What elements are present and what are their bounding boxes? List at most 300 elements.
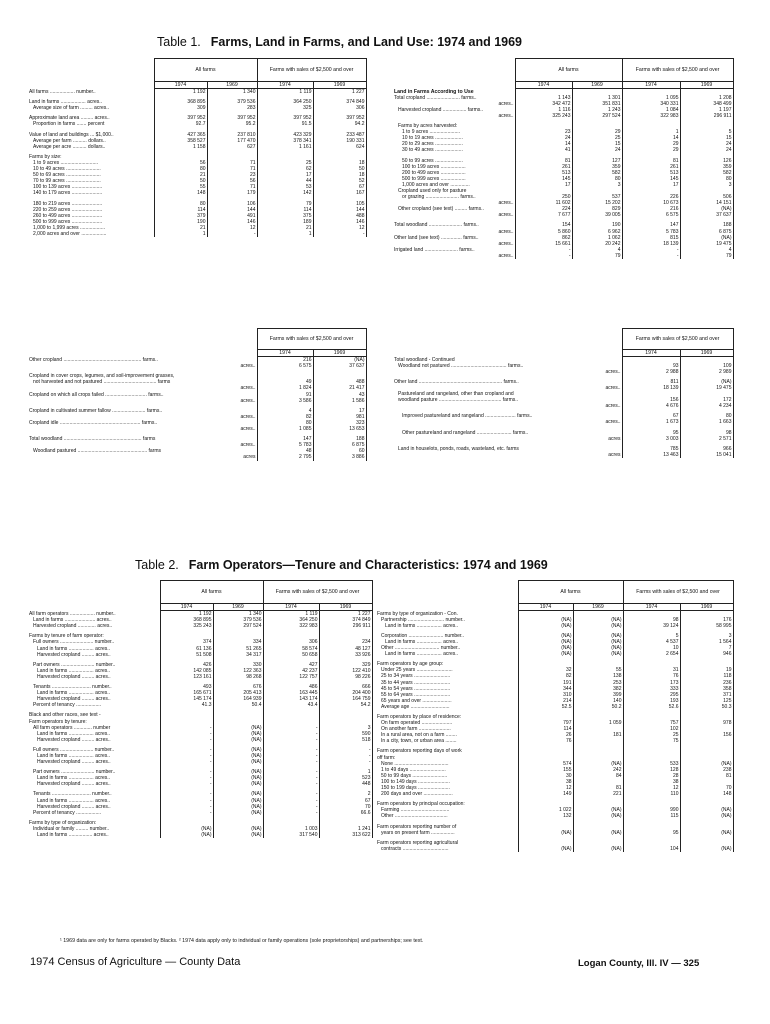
table2-heading: Farm Operators—Tenure and Characteristics: 1974 and 1969 [188,558,548,572]
cell-value: 15 041 [680,452,733,458]
cell-value: 1 340 [207,89,257,96]
cell-value: 1 663 [680,419,733,425]
cell-value: (NA) [680,761,733,767]
cell-value: 14 151 [680,200,733,206]
cell-value: 518 [319,737,372,743]
row-label: acres [608,451,621,458]
cell-value: 128 [623,767,680,773]
cell-value: 6 875 [680,229,733,235]
row-label: Under 25 years .......................... [381,667,453,674]
table1-upper-right [393,58,734,259]
cell-value: 368 895 [154,99,207,105]
cell-value: 13 653 [313,426,366,432]
cell-value: (NA) [573,651,623,657]
cell-value: 123 161 [160,674,213,680]
col-year-1974: 1974 [518,604,573,611]
cell-value: 533 [623,761,680,767]
cell-value: - [207,231,257,237]
cell-value: 236 [680,680,733,686]
cell-value: 4 537 [623,639,680,645]
cell-value: - [319,759,372,765]
cell-value: (NA) [680,379,733,385]
cell-value: 358 [680,686,733,692]
cell-value: (NA) [518,623,573,629]
cell-value: - [160,737,213,743]
col-year-1974: 1974 [257,350,313,357]
cell-value: - [263,731,319,737]
cell-value: 23 [515,129,572,135]
table-row [28,89,366,96]
cell-value: 310 [518,692,573,698]
row-label: Land in farms .................. acres.. [37,690,111,697]
cell-value: 98 268 [213,674,263,680]
cell-value: 21 417 [313,385,366,391]
table-row [28,357,366,364]
cell-value: 12 [207,225,257,231]
cell-value: 58 574 [263,646,319,652]
cell-value: 486 [263,684,319,690]
cell-value: 493 [160,684,213,690]
cell-value: 67 [313,184,366,190]
cell-value: 138 [573,673,623,679]
cell-value: (NA) [518,639,573,645]
cell-value: 382 [573,686,623,692]
cell-value: 41 [515,147,572,153]
row-label: Other ...................................... [381,813,448,820]
cell-value: 1 095 [622,95,680,101]
row-label: 140 to 179 acres ...................... [33,190,103,197]
cell-value: 50.2 [573,704,623,710]
cell-value: 1 085 [257,426,313,432]
table2-label: Table 2. [135,558,179,572]
cell-value: - [263,798,319,804]
cell-value: 325 243 [160,623,213,629]
cell-value: (NA) [213,810,263,816]
table-row [28,832,372,838]
row-label: Pastureland and rangeland, other than cropland and [398,391,514,398]
cell-value: 19 475 [680,241,733,247]
cell-value: (NA) [213,753,263,759]
cell-value: 10 [623,645,680,651]
cell-value: 55 [573,667,623,673]
cell-value: 5 [680,129,733,135]
cell-value: - [160,791,213,797]
cell-value: (NA) [680,235,733,241]
row-label: Farm operators reporting number of [377,823,457,830]
cell-value: (NA) [573,830,623,836]
cell-value: 164 939 [213,696,263,702]
row-label: not harvested and not pastured ...................................... farms [33,379,171,386]
cell-value: 3 [680,633,733,639]
cell-value: (NA) [518,617,573,623]
cell-value: 105 [313,201,366,207]
table-row [376,846,733,852]
row-label: acres.. [605,384,621,391]
cell-value: 4 676 [622,403,680,409]
cell-value: 1 241 [319,826,372,832]
cell-value: 125 [680,698,733,704]
cell-value: 242 [573,767,623,773]
cell-value: 364 250 [257,99,313,105]
cell-value: 82 [518,673,573,679]
cell-value: 82 [257,414,313,420]
cell-value: 426 [160,662,213,668]
cell-value: 37 637 [313,363,366,369]
cell-value: 1 [154,231,207,237]
cell-value: 49 [257,379,313,385]
row-label: In a city, town, or urban area ........ [381,738,457,745]
cell-value: 54.2 [319,702,372,708]
row-label: Land in farms .................. acres.. [37,775,111,782]
cell-value: 1 059 [573,720,623,726]
cell-value: 95 [623,830,680,836]
cell-value: 177 470 [207,138,257,144]
cell-value: 15 [572,141,622,147]
cell-value: 145 [622,176,680,182]
cell-value: 66.6 [319,810,372,816]
cell-value: 146 [207,219,257,225]
cell-value: 140 [573,698,623,704]
cell-value: 1 084 [622,107,680,113]
cell-value: 423 329 [257,132,313,138]
cell-value: 91.5 [257,121,313,127]
cell-value: 95.2 [207,121,257,127]
cell-value: - [319,753,372,759]
row-label: Total cropland ........................ farms.. [394,94,477,101]
cell-value: 306 [313,105,366,111]
cell-value: - [263,775,319,781]
row-label: Cropland used only for pasture [398,188,467,194]
row-label: 50 to 99 acres .................... [402,157,463,164]
row-label: Percent of tenancy .................. [33,809,102,816]
col-year-1969: 1969 [319,604,372,611]
cell-value: 193 [623,698,680,704]
cell-value: 990 [623,807,680,813]
cell-value: 56 [207,178,257,184]
cell-value: 397 952 [154,115,207,121]
cell-value: 29 [572,129,622,135]
cell-value: 6 575 [622,212,680,218]
cell-value: 148 [154,190,207,196]
col-year-1969: 1969 [572,82,622,89]
row-label: acres.. [498,252,514,259]
cell-value: 1 192 [160,611,213,618]
cell-value: 18 [313,160,366,166]
row-label: 10 to 49 acres ......................... [33,166,101,173]
cell-value: 829 [572,206,622,212]
table-row [28,454,366,460]
cell-value: 154 [515,222,572,228]
cell-value: 79 [257,201,313,207]
cell-value: 374 [160,639,213,645]
col-year-1974: 1974 [623,604,680,611]
row-label: Farms by size: [29,153,62,160]
row-label: Harvested cropland ......... acres.. [37,696,111,703]
cell-value: 38 [518,779,573,785]
row-label: 200 to 499 acres .................. [402,169,466,176]
cell-value: 1 [622,129,680,135]
row-label: Harvested cropland ................. farms.. [398,106,484,113]
cell-value: 91 [257,392,313,398]
row-label: Corporation ......................... number.. [381,632,465,639]
cell-value: 3 [319,725,372,731]
cell-value: 11 602 [515,200,572,206]
cell-value: 71 [207,184,257,190]
cell-value: 226 [622,194,680,200]
col-year-1969: 1969 [680,350,733,357]
cell-value: 297 524 [213,623,263,629]
row-label: Harvested cropland ............. acres.. [33,623,113,630]
cell-value: 253 [573,680,623,686]
cell-value: 32 [518,667,573,673]
row-label: 260 to 499 acres ...................... [33,212,103,219]
row-label: acres.. [498,112,514,119]
row-label: 50 to 99 days ......................... [381,772,448,779]
cell-value: 375 [257,213,313,219]
row-label: Proportion in farms ....... percent [33,121,105,128]
row-label: Land in farms .................. acres.. [37,645,111,652]
cell-value: 1 116 [515,107,572,113]
cell-value: 6 875 [313,442,366,448]
cell-value: 188 [313,436,366,442]
cell-value: 1 062 [572,235,622,241]
cell-value: 20 242 [572,241,622,247]
row-label: Irrigated land ........................ farms.. [394,246,475,253]
cell-value: 1 564 [680,639,733,645]
row-label: 35 to 44 years .......................... [381,679,451,686]
cell-value: 322 983 [263,623,319,629]
row-label: Farm operators by tenure: [29,718,87,725]
row-label: Land in farms .................. acres.. [385,651,459,658]
cell-value: 60 [313,448,366,454]
cell-value: 325 243 [515,113,572,119]
cell-value: - [622,253,680,259]
cell-value: 19 475 [680,385,733,391]
cell-value: 98 [680,430,733,436]
row-label: Tenants ............................ number.. [33,791,112,798]
cell-value: 3 [572,182,622,188]
cell-value: 14 [515,141,572,147]
footer-county-page: Logan County, Ill. IV — 325 [578,958,700,969]
cell-value: 80 [154,166,207,172]
cell-value: 330 [213,662,263,668]
cell-value: 163 445 [263,690,319,696]
cell-value: 76 [623,673,680,679]
cell-value: 7 677 [515,212,572,218]
cell-value: 322 983 [622,113,680,119]
row-label: 2,000 acres and over .................. [33,230,107,237]
cell-value: 80 [680,176,733,182]
row-label: acres.. [498,212,514,219]
cell-value: 1 022 [518,807,573,813]
cell-value: 283 [207,105,257,111]
cell-value: 18 139 [622,385,680,391]
cell-value: 344 [518,686,573,692]
row-label: acres.. [240,397,256,404]
cell-value: 333 [623,686,680,692]
cell-value: 62 [257,166,313,172]
cell-value: 506 [680,194,733,200]
cell-value: 71 [207,166,257,172]
cell-value: 51 265 [213,646,263,652]
row-label: 70 to 99 acres ......................... [33,178,101,185]
col-year-1969: 1969 [573,604,623,611]
row-label: woodland pasture ............................................. farms.. [398,397,519,404]
row-label: Land in farms ...................... acres.. [33,617,112,624]
cell-value: 43 [313,392,366,398]
row-label: Black and other races, see text - [29,712,101,719]
cell-value: 145 174 [160,696,213,702]
cell-value: (NA) [518,633,573,639]
cell-value: 1 208 [680,95,733,101]
cell-value: 181 [573,732,623,738]
cell-value: (NA) [213,804,263,810]
row-label: Farms by type of organization - Con. [377,610,458,617]
cell-value: (NA) [680,807,733,813]
cell-value: 50 [154,178,207,184]
cell-value: 190 331 [313,138,366,144]
row-label: Woodland pastured .................................................. farms [33,448,162,455]
table1-lower-right [393,328,734,458]
cell-value: 233 487 [313,132,366,138]
row-label: Other land (see text) ............... farms.. [394,234,479,241]
cell-value: 1 003 [263,826,319,832]
row-label: acres [243,454,256,461]
cell-value: 1 673 [622,419,680,425]
cell-value: (NA) [680,830,733,836]
cell-value: 981 [313,414,366,420]
cell-value: 21 [154,225,207,231]
cell-value: (NA) [573,813,623,819]
cell-value: (NA) [213,775,263,781]
cell-value: 309 [154,105,207,111]
cell-value: 188 [680,222,733,228]
cell-value: (NA) [213,826,263,832]
cell-value: (NA) [573,623,623,629]
row-label: On another farm ....................... [381,726,451,733]
col-year-1974: 1974 [622,350,680,357]
cell-value: 146 [313,219,366,225]
cell-value: 358 527 [154,138,207,144]
cell-value: (NA) [160,826,213,832]
cell-value: (NA) [213,747,263,753]
row-label: Farming ................................... [381,807,450,814]
row-label: Cropland in cultivated summer fallow ........................ farms.. [29,407,163,414]
col-year-1974: 1974 [263,604,319,611]
cell-value: (NA) [518,651,573,657]
col-group-sales-2500: Farms with sales of $2,500 and over [622,329,733,350]
cell-value: 10 673 [622,200,680,206]
cell-value: (NA) [213,731,263,737]
cell-value: 126 [680,158,733,164]
cell-value: 378 341 [257,138,313,144]
row-label: 1 to 9 acres ........................... [33,159,99,166]
cell-value: (NA) [213,769,263,775]
cell-value: - [160,810,213,816]
cell-value: 15 [680,135,733,141]
row-label: acres.. [498,200,514,207]
cell-value: 351 831 [572,101,622,107]
row-label: Average size of farm ......... acres.. [33,105,110,112]
cell-value: 1 119 [263,611,319,618]
cell-value: 18 139 [622,241,680,247]
row-label: None ....................................... [381,760,449,767]
cell-value: 582 [572,170,622,176]
cell-value: 190 [154,219,207,225]
cell-value: 19 [680,667,733,673]
cell-value: (NA) [213,725,263,731]
cell-value: (NA) [518,846,573,852]
cell-value: 81 [680,773,733,779]
row-label: Cropland idle .......................................................... farms.. [29,419,158,426]
cell-value: 12 [518,785,573,791]
row-label: acres.. [498,100,514,107]
row-label: Full owners ........................ number.. [33,746,115,753]
row-label: Full owners ........................ number.. [33,639,115,646]
cell-value: 176 [680,617,733,623]
row-label: acres.. [240,385,256,392]
cell-value: - [263,781,319,787]
row-label: All farms .................. number.. [29,88,96,95]
cell-value: 51 508 [160,652,213,658]
cell-value: 37 637 [680,212,733,218]
cell-value: 17 [622,182,680,188]
cell-value: 55 [154,184,207,190]
cell-value: 21 [257,225,313,231]
cell-value: 156 [622,397,680,403]
cell-value: 75 [623,738,680,744]
row-label: 20 to 29 acres .................... [402,141,463,148]
row-label: Average per acre .......... dollars.. [33,143,106,150]
col-group-all-farms: All farms [515,59,622,82]
cell-value: - [263,810,319,816]
cell-value: 448 [319,781,372,787]
cell-value: 5 783 [257,442,313,448]
cell-value: - [160,804,213,810]
cell-value: - [263,769,319,775]
cell-value: 1 301 [572,95,622,101]
col-year-1969: 1969 [680,82,733,89]
cell-value: 67 [622,413,680,419]
section-heading-land-use: Land in Farms According to Use [394,88,474,95]
cell-value: 189 [257,219,313,225]
cell-value: 966 [680,446,733,452]
cell-value: 56 [154,160,207,166]
cell-value: 148 [680,791,733,797]
cell-value: 323 [313,420,366,426]
row-label: Other ................................ number.. [381,645,461,652]
cell-value: 205 413 [213,690,263,696]
cell-value: - [160,753,213,759]
cell-value: - [263,753,319,759]
cell-value: - [263,725,319,731]
cell-value: 2 654 [623,651,680,657]
cell-value: 397 952 [313,115,366,121]
cell-value: 627 [207,144,257,150]
row-label: Land in houselots, ponds, roads, wasteland, etc. farms [398,445,519,452]
cell-value: - [263,804,319,810]
cell-value: 80 [257,420,313,426]
col-year-1974: 1974 [622,82,680,89]
cell-value: 1 243 [572,107,622,113]
cell-value: 53 [257,184,313,190]
cell-value: 106 [207,201,257,207]
cell-value: 167 [313,190,366,196]
cell-value: 94.2 [313,121,366,127]
cell-value: 172 [680,397,733,403]
cell-value: 17 [515,182,572,188]
col-group-all-farms: All farms [154,59,257,82]
